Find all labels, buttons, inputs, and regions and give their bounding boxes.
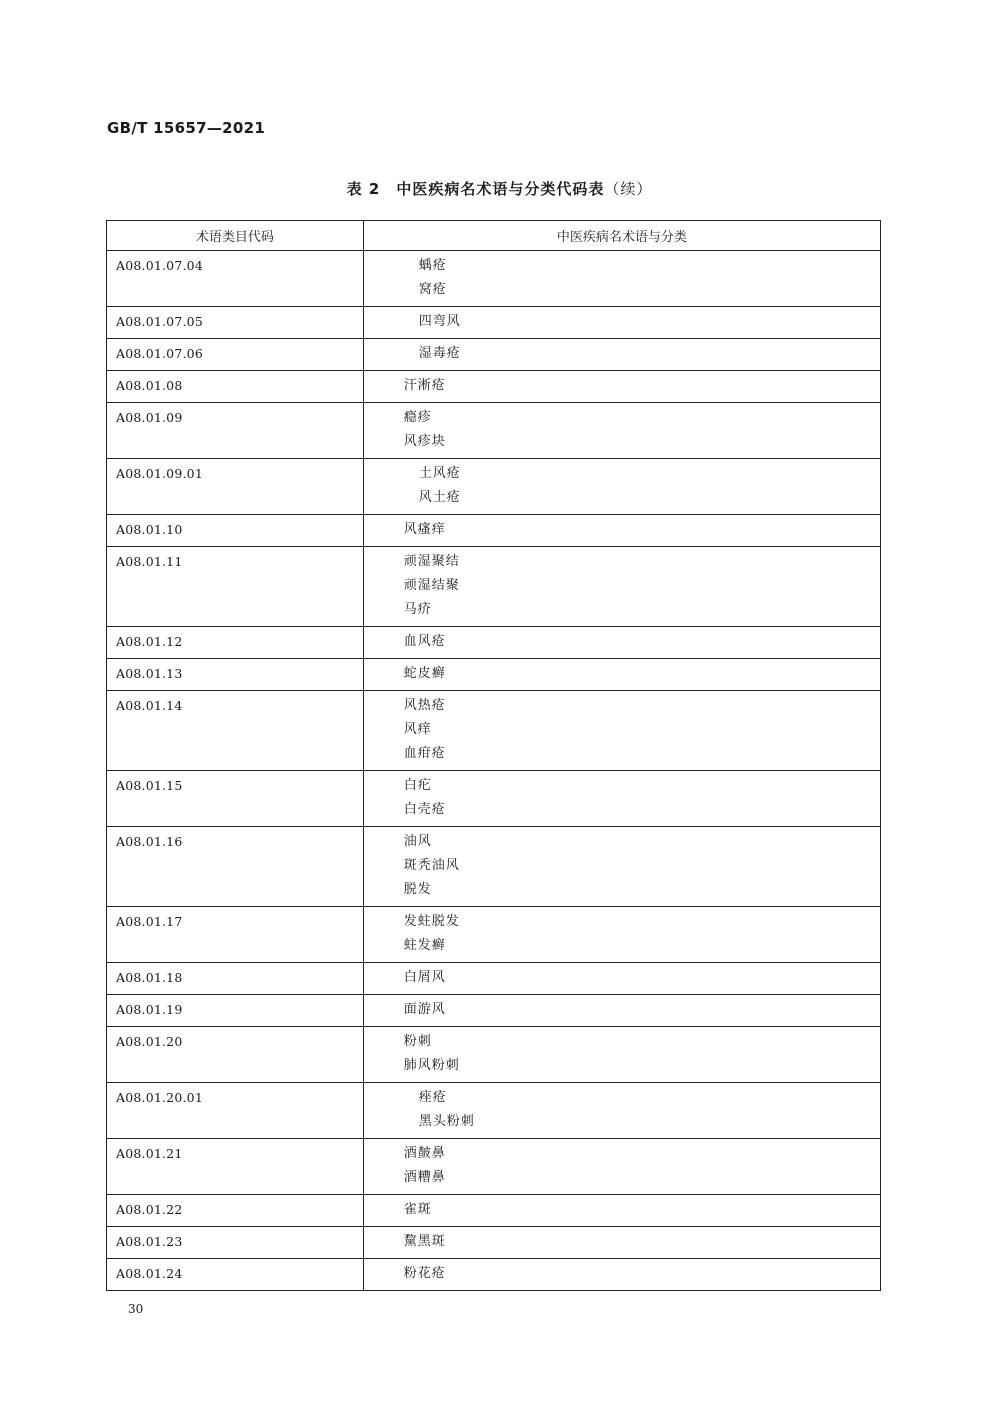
term-names-cell (363, 907, 880, 963)
term-names-cell (363, 515, 880, 547)
terms-table (106, 220, 881, 1291)
term-name: 马疥 (403, 602, 432, 617)
term-code-cell: A08.01.20.01 (107, 1083, 364, 1139)
term-name: 蛇皮癣 (403, 666, 446, 681)
document-code: GB/T 15657—2021 (107, 119, 266, 137)
term-names-cell (363, 627, 880, 659)
term-name: 四弯风 (418, 314, 461, 329)
term-names-cell (363, 339, 880, 371)
term-code-cell: A08.01.18 (107, 963, 364, 995)
term-name: 窝疮 (418, 282, 447, 297)
table-header-row (107, 221, 881, 251)
term-code-cell: A08.01.07.05 (107, 307, 364, 339)
term-name: 风瘙痒 (403, 522, 446, 537)
term-code-cell: A08.01.14 (107, 691, 364, 771)
term-name: 白疕 (403, 778, 432, 793)
term-name: 风土疮 (418, 490, 461, 505)
term-name: 血疳疮 (403, 746, 446, 761)
term-name: 风痒 (403, 722, 432, 737)
term-code-cell: A08.01.07.04 (107, 251, 364, 307)
term-code-cell: A08.01.17 (107, 907, 364, 963)
term-names-cell (363, 963, 880, 995)
table-row (107, 339, 881, 371)
term-code-cell: A08.01.10 (107, 515, 364, 547)
table-row (107, 691, 881, 771)
term-name: 痤疮 (418, 1090, 447, 1105)
table-row (107, 515, 881, 547)
term-name: 脱发 (403, 882, 432, 897)
term-names-cell (363, 691, 880, 771)
term-name: 粉刺 (403, 1034, 432, 1049)
table-row (107, 1027, 881, 1083)
table-row (107, 459, 881, 515)
term-names-cell (363, 1083, 880, 1139)
term-code-cell: A08.01.09 (107, 403, 364, 459)
term-code-cell: A08.01.09.01 (107, 459, 364, 515)
table-row (107, 1195, 881, 1227)
page-number: 30 (128, 1302, 144, 1316)
term-name: 白壳疮 (403, 802, 446, 817)
term-name: 雀斑 (403, 1202, 432, 1217)
term-name: 风热疮 (403, 698, 446, 713)
term-names-cell (363, 659, 880, 691)
term-names-cell (363, 1195, 880, 1227)
term-names-cell (363, 403, 880, 459)
term-code-cell: A08.01.24 (107, 1259, 364, 1291)
table-row (107, 1139, 881, 1195)
term-code-cell: A08.01.23 (107, 1227, 364, 1259)
term-name: 肺风粉刺 (403, 1058, 460, 1073)
table-row (107, 1259, 881, 1291)
table-row (107, 771, 881, 827)
table-row (107, 307, 881, 339)
term-name: 汗淅疮 (403, 378, 446, 393)
term-names-cell (363, 1259, 880, 1291)
term-code-cell: A08.01.21 (107, 1139, 364, 1195)
term-name: 顽湿结聚 (403, 578, 460, 593)
term-code-cell: A08.01.12 (107, 627, 364, 659)
term-names-cell (363, 771, 880, 827)
term-code-cell: A08.01.15 (107, 771, 364, 827)
term-name: 土风疮 (418, 466, 461, 481)
term-name: 酒糟鼻 (403, 1170, 446, 1185)
table-row (107, 827, 881, 907)
term-name: 瘾疹 (403, 410, 432, 425)
term-code-cell: A08.01.07.06 (107, 339, 364, 371)
term-name: 发蛀脱发 (403, 914, 460, 929)
term-name: 风疹块 (403, 434, 446, 449)
term-name: 血风疮 (403, 634, 446, 649)
term-names-cell (363, 307, 880, 339)
term-names-cell (363, 995, 880, 1027)
term-code-cell: A08.01.22 (107, 1195, 364, 1227)
table-title-text: 表 2 中医疾病名术语与分类代码表 (346, 180, 605, 198)
term-names-cell (363, 1227, 880, 1259)
term-name: 斑秃油风 (403, 858, 460, 873)
term-names-cell (363, 251, 880, 307)
term-code-cell: A08.01.13 (107, 659, 364, 691)
column-header-code: 术语类目代码 (107, 221, 364, 251)
term-name: 面游风 (403, 1002, 446, 1017)
term-code-cell: A08.01.11 (107, 547, 364, 627)
table-row (107, 403, 881, 459)
table-body (107, 251, 881, 1291)
term-name: 白屑风 (403, 970, 446, 985)
table-row (107, 907, 881, 963)
table-row (107, 659, 881, 691)
term-name: 蝺疮 (418, 258, 447, 273)
term-names-cell (363, 459, 880, 515)
term-name: 蛀发癣 (403, 938, 446, 953)
term-name: 油风 (403, 834, 432, 849)
term-code-cell: A08.01.08 (107, 371, 364, 403)
term-name: 顽湿聚结 (403, 554, 460, 569)
term-names-cell (363, 547, 880, 627)
term-code-cell: A08.01.19 (107, 995, 364, 1027)
term-names-cell (363, 1027, 880, 1083)
table-title (0, 178, 999, 199)
column-header-terms: 中医疾病名术语与分类 (363, 221, 880, 251)
table-title-continued: （续） (604, 180, 653, 198)
table-row (107, 547, 881, 627)
table-row (107, 995, 881, 1027)
term-name: 黧黑斑 (403, 1234, 446, 1249)
term-names-cell (363, 827, 880, 907)
table-row (107, 627, 881, 659)
table-row (107, 371, 881, 403)
table-row (107, 1227, 881, 1259)
term-names-cell (363, 1139, 880, 1195)
table-row (107, 251, 881, 307)
term-code-cell: A08.01.20 (107, 1027, 364, 1083)
term-names-cell (363, 371, 880, 403)
term-name: 粉花疮 (403, 1266, 446, 1281)
term-name: 湿毒疮 (418, 346, 461, 361)
term-name: 酒皶鼻 (403, 1146, 446, 1161)
term-code-cell: A08.01.16 (107, 827, 364, 907)
table-row (107, 963, 881, 995)
table-row (107, 1083, 881, 1139)
term-name: 黑头粉刺 (418, 1114, 475, 1129)
